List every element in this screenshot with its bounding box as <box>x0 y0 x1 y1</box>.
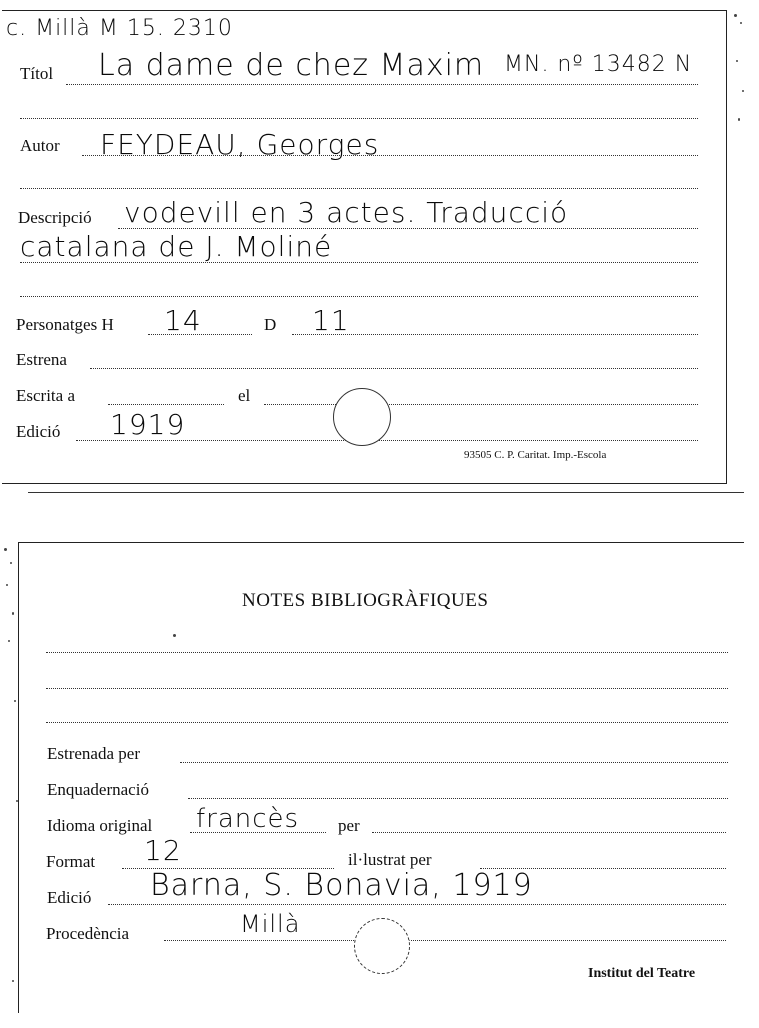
notes-blank-line-3 <box>46 722 728 723</box>
scan-speck <box>8 640 10 642</box>
institution-imprint: Institut del Teatre <box>588 966 696 981</box>
scan-speck <box>742 90 744 92</box>
estrenada-per-label: Estrenada per <box>47 744 140 763</box>
idioma-original-value: francès <box>196 804 300 834</box>
procedencia-line <box>164 940 726 941</box>
personatges-h-value: 14 <box>164 304 202 337</box>
scan-speck <box>10 562 12 564</box>
personatges-d-label: D <box>264 315 277 334</box>
idioma-per-line <box>372 832 726 833</box>
card-separator-line <box>28 492 744 493</box>
enquadernacio-label: Enquadernació <box>47 780 149 799</box>
scan-speck <box>12 980 14 982</box>
punch-hole-circle-bottom <box>354 918 410 974</box>
notes-heading: NOTES BIBLIOGRÀFIQUES <box>242 590 489 611</box>
procedencia-label: Procedència <box>46 924 130 943</box>
descripcio-label: Descripció <box>18 208 92 227</box>
edicio-bottom-line <box>108 904 726 905</box>
descripcio-line-3 <box>20 296 698 297</box>
scan-speck <box>4 548 7 551</box>
scan-speck <box>740 22 742 24</box>
descripcio-value-1: vodevill en 3 actes. Traducció <box>124 196 569 229</box>
scan-speck <box>6 584 8 586</box>
titol-label: Títol <box>20 64 54 83</box>
estrena-label: Estrena <box>16 350 67 369</box>
edicio-value: 1919 <box>110 408 186 441</box>
autor-value: FEYDEAU, Georges <box>100 128 380 161</box>
idioma-original-label: Idioma original <box>47 816 153 835</box>
notes-blank-line-2 <box>46 688 728 689</box>
scan-speck <box>734 14 737 17</box>
idioma-per-label: per <box>338 816 360 835</box>
format-label: Format <box>46 852 96 871</box>
scan-speck <box>173 634 176 637</box>
autor-label: Autor <box>20 136 60 155</box>
estrenada-per-line <box>180 762 728 763</box>
estrena-line <box>90 368 698 369</box>
corner-note: c. Millà M 15. 2310 <box>6 16 233 41</box>
escrita-label: Escrita a <box>16 386 75 405</box>
escrita-el-label: el <box>238 386 251 405</box>
scan-speck <box>12 612 14 615</box>
titol-value: La dame de chez Maxim <box>98 48 485 83</box>
punch-hole-circle <box>333 388 391 446</box>
scan-speck <box>736 60 738 62</box>
scan-speck <box>738 118 740 121</box>
notes-blank-line-1 <box>46 652 728 653</box>
titol-extra-line <box>20 118 698 119</box>
procedencia-value: Millà <box>240 910 301 938</box>
descripcio-value-2: catalana de J. Moliné <box>20 230 333 263</box>
personatges-d-line <box>292 334 698 335</box>
edicio-bottom-value: Barna, S. Bonavia, 1919 <box>150 868 533 903</box>
personatges-h-label: Personatges H <box>16 315 114 334</box>
scan-speck <box>14 700 16 702</box>
enquadernacio-line <box>188 798 728 799</box>
scan-speck <box>16 800 18 802</box>
escrita-line <box>108 404 224 405</box>
titol-line <box>66 84 698 85</box>
catalog-number: MN. nº 13482 N <box>504 52 693 77</box>
autor-extra-line <box>20 188 698 189</box>
edicio-label: Edició <box>16 422 61 441</box>
personatges-d-value: 11 <box>312 304 350 337</box>
format-value: 12 <box>144 834 182 867</box>
printer-imprint: 93505 C. P. Caritat. Imp.-Escola <box>464 449 607 461</box>
escrita-el-line <box>264 404 698 405</box>
edicio-bottom-label: Edició <box>47 888 92 907</box>
illustrat-per-label: il·lustrat per <box>348 850 432 869</box>
